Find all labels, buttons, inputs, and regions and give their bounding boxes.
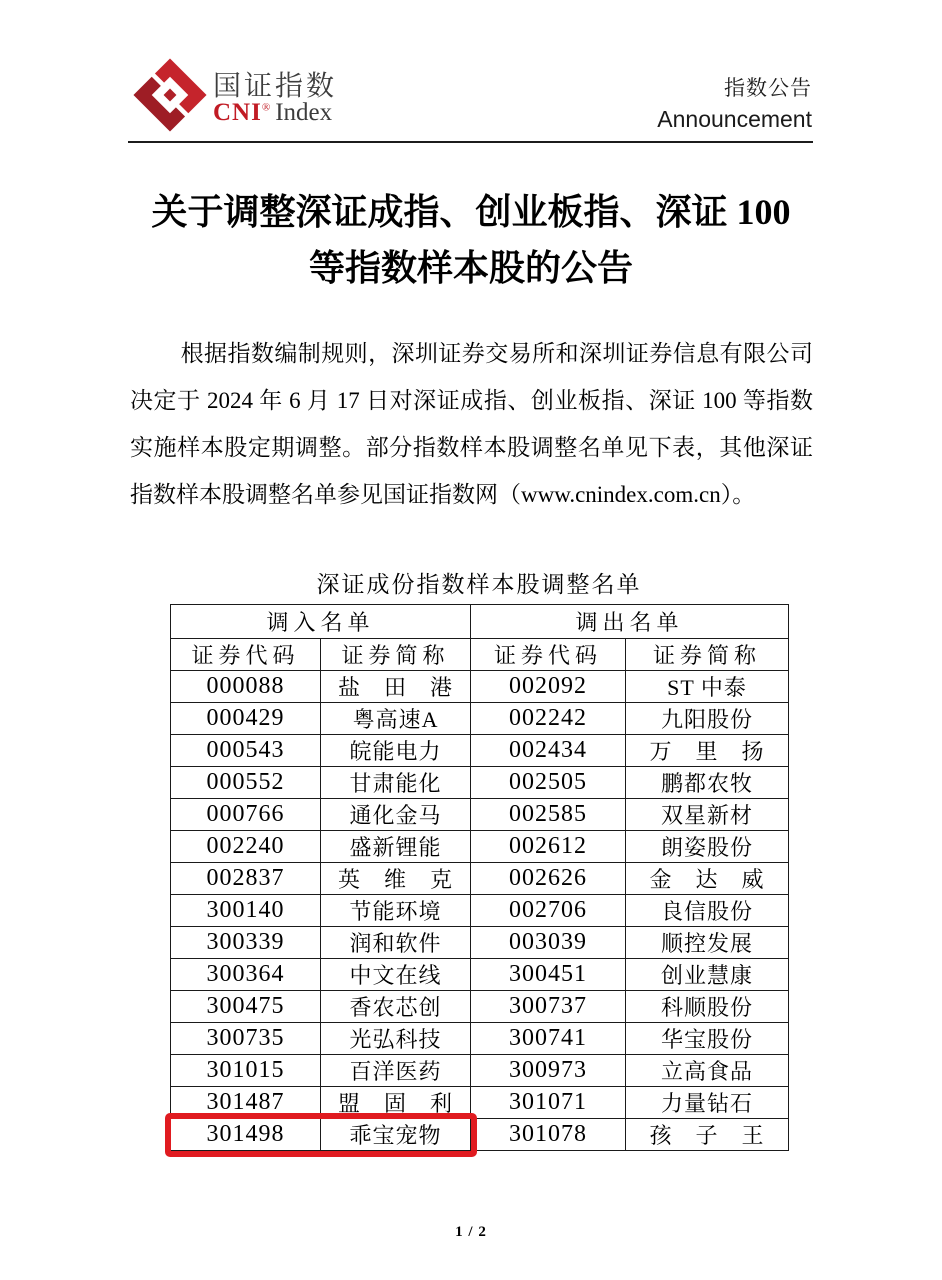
table-cell: 力量钻石 <box>626 1087 789 1119</box>
logo-text-chinese: 国证指数 <box>213 70 338 101</box>
table-cell: 良信股份 <box>626 895 789 927</box>
table-row <box>171 1055 789 1087</box>
table-cell: 中文在线 <box>321 959 471 991</box>
table-cell: 002242 <box>471 703 626 735</box>
group-header-out: 调出名单 <box>471 605 789 639</box>
announcement-label-en: Announcement <box>657 106 812 132</box>
table-cell: 皖能电力 <box>321 735 471 767</box>
table-cell: 节能环境 <box>321 895 471 927</box>
table-cell: 300741 <box>471 1023 626 1055</box>
table-cell: 润和软件 <box>321 927 471 959</box>
table-cell: 通化金马 <box>321 799 471 831</box>
table-cell: 301071 <box>471 1087 626 1119</box>
table-cell: 300364 <box>171 959 321 991</box>
col-header-name-out: 证券简称 <box>626 639 789 671</box>
announcement-header <box>657 72 812 133</box>
table-cell: 002626 <box>471 863 626 895</box>
table-cell: 002240 <box>171 831 321 863</box>
registered-mark: ® <box>261 101 271 114</box>
table-cell: 003039 <box>471 927 626 959</box>
table-cell: 300339 <box>171 927 321 959</box>
table-cell: 华宝股份 <box>626 1023 789 1055</box>
page-number: 1 / 2 <box>455 1224 487 1240</box>
table-cell: 创业慧康 <box>626 959 789 991</box>
table-cell: 科顺股份 <box>626 991 789 1023</box>
table-cell: 朗姿股份 <box>626 831 789 863</box>
table-caption: 深证成份指数样本股调整名单 <box>316 572 642 597</box>
table-cell: 301498 <box>171 1119 321 1151</box>
table-cell: 002585 <box>471 799 626 831</box>
table-cell: 002612 <box>471 831 626 863</box>
table-cell: 立高食品 <box>626 1055 789 1087</box>
table-cell: 300735 <box>171 1023 321 1055</box>
cni-logo-icon <box>132 57 208 133</box>
table-cell: 301015 <box>171 1055 321 1087</box>
table-cell: 万 里 扬 <box>626 735 789 767</box>
table-cell: 香农芯创 <box>321 991 471 1023</box>
table-cell: 甘肃能化 <box>321 767 471 799</box>
table-cell: 九阳股份 <box>626 703 789 735</box>
col-header-code-in: 证券代码 <box>171 639 321 671</box>
page-title-line2: 等指数样本股的公告 <box>308 248 633 288</box>
table-row <box>171 895 789 927</box>
table-row <box>171 831 789 863</box>
table-cell: 000543 <box>171 735 321 767</box>
table-cell: 300973 <box>471 1055 626 1087</box>
table-cell: 英 维 克 <box>321 863 471 895</box>
table-cell: 301487 <box>171 1087 321 1119</box>
table-row <box>171 991 789 1023</box>
table-cell: 002837 <box>171 863 321 895</box>
table-cell: 000429 <box>171 703 321 735</box>
group-header-in: 调入名单 <box>171 605 471 639</box>
table-row <box>171 799 789 831</box>
table-cell: 002706 <box>471 895 626 927</box>
table-cell: 金 达 威 <box>626 863 789 895</box>
table-cell: 300451 <box>471 959 626 991</box>
announcement-label-cn: 指数公告 <box>724 77 812 100</box>
table-cell: 301078 <box>471 1119 626 1151</box>
table-cell: 盟 固 利 <box>321 1087 471 1119</box>
table-cell: 鹏都农牧 <box>626 767 789 799</box>
table-cell: ST 中泰 <box>626 671 789 703</box>
table-row <box>171 735 789 767</box>
table-row <box>171 671 789 703</box>
page-title <box>130 184 812 296</box>
table-cell: 粤高速A <box>321 703 471 735</box>
table-row <box>171 703 789 735</box>
table-column-header-row <box>171 639 789 671</box>
col-header-name-in: 证券简称 <box>321 639 471 671</box>
table-cell: 顺控发展 <box>626 927 789 959</box>
body-paragraph: 根据指数编制规则，深圳证券交易所和深圳证券信息有限公司决定于 2024 年 6 月 17 日对深证成指、创业板指、深证 100 等指数实施样本股定期调整。部分指数样本股调整名单见下表，其他深证指数样本股调整名单参见国证指数网（www.cnindex.com.cn）。 <box>130 341 813 507</box>
logo-cni: CNI <box>213 99 262 126</box>
table-row <box>171 767 789 799</box>
table-row <box>171 1023 789 1055</box>
header-divider <box>128 141 813 143</box>
table-cell: 000766 <box>171 799 321 831</box>
table-cell: 300475 <box>171 991 321 1023</box>
table-body <box>171 671 789 1151</box>
table-row <box>171 959 789 991</box>
table-row <box>171 863 789 895</box>
table-cell: 002092 <box>471 671 626 703</box>
table-cell: 002434 <box>471 735 626 767</box>
table-cell: 光弘科技 <box>321 1023 471 1055</box>
table-row <box>171 927 789 959</box>
table-cell: 孩 子 王 <box>626 1119 789 1151</box>
table-row <box>171 1087 789 1119</box>
table-cell: 300140 <box>171 895 321 927</box>
table-cell: 双星新材 <box>626 799 789 831</box>
table-row <box>171 1119 789 1151</box>
table-cell: 000552 <box>171 767 321 799</box>
adjustment-table-wrapper <box>170 604 788 1151</box>
page-title-line1: 关于调整深证成指、创业板指、深证 100 <box>151 192 791 232</box>
table-cell: 盐 田 港 <box>321 671 471 703</box>
table-cell: 盛新锂能 <box>321 831 471 863</box>
logo-index: Index <box>275 99 333 126</box>
table-cell: 300737 <box>471 991 626 1023</box>
table-cell: 乖宝宠物 <box>321 1119 471 1151</box>
col-header-code-out: 证券代码 <box>471 639 626 671</box>
logo-text-english <box>213 99 332 127</box>
adjustment-table <box>170 604 789 1151</box>
table-cell: 百洋医药 <box>321 1055 471 1087</box>
table-cell: 002505 <box>471 767 626 799</box>
table-group-header-row <box>171 605 789 639</box>
table-cell: 000088 <box>171 671 321 703</box>
